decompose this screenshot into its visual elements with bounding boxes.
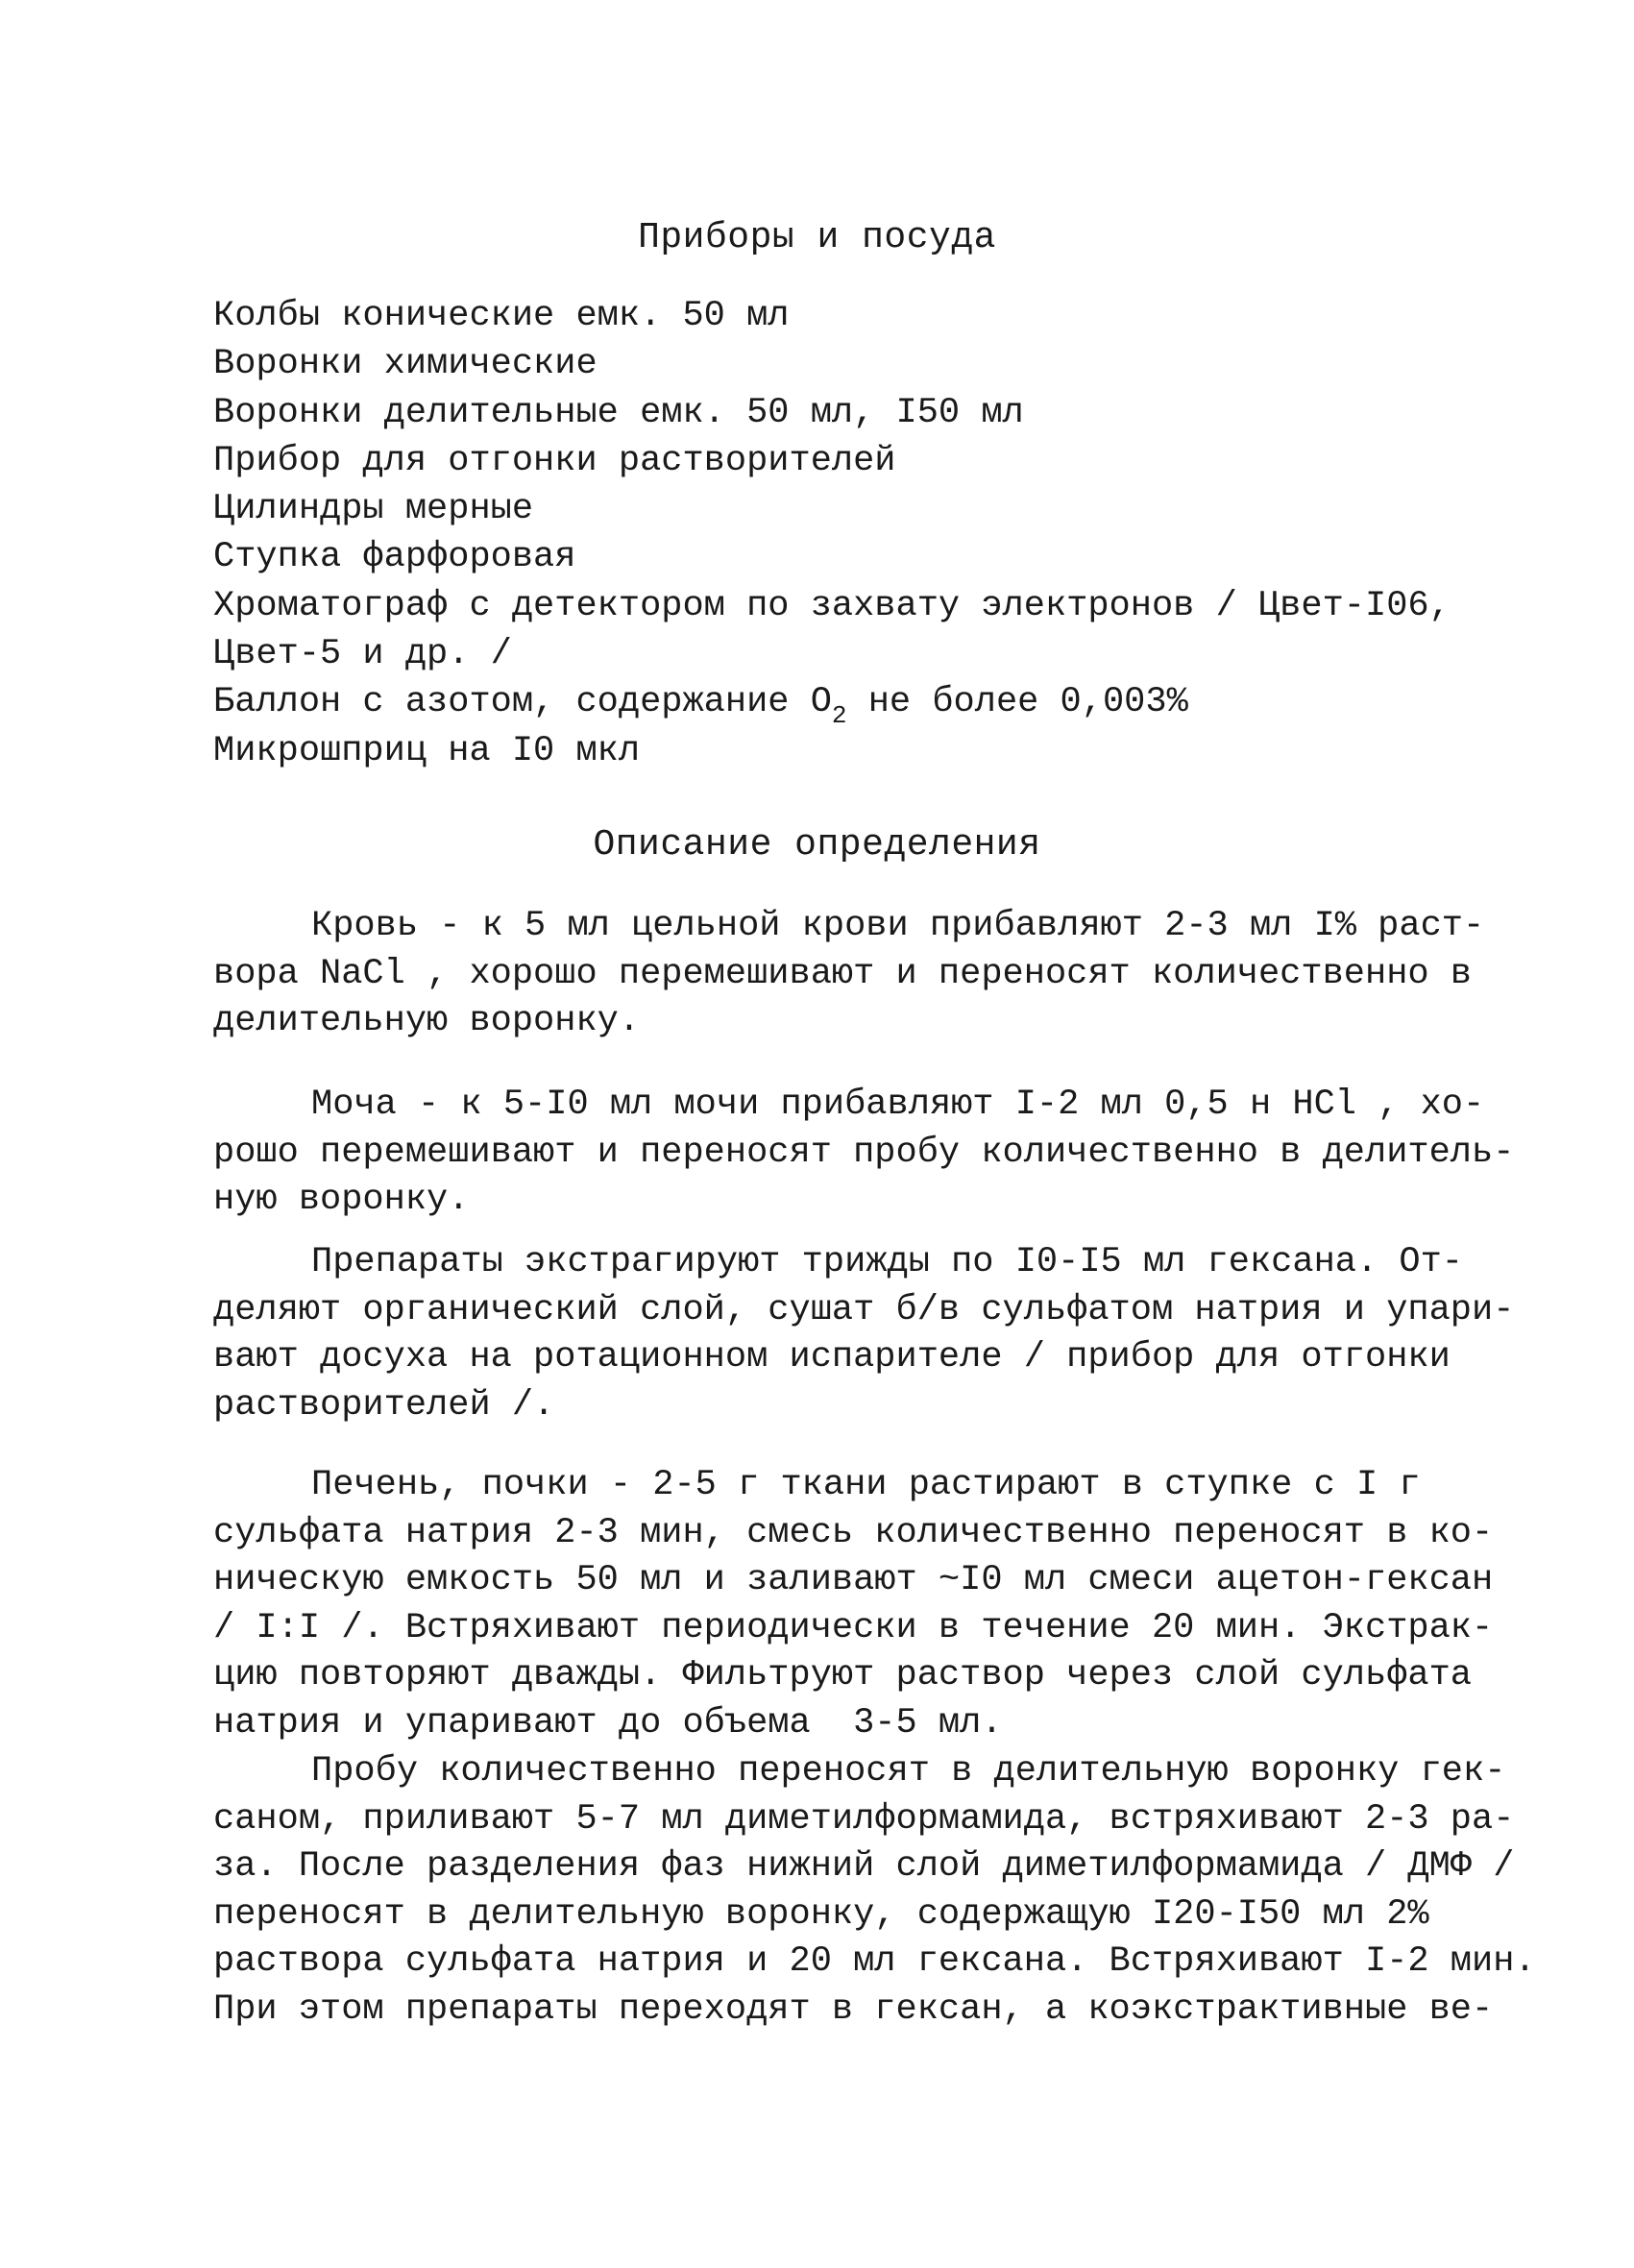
text-line: ническую емкость 50 мл и заливают ~I0 мл смеси ацетон-гексан xyxy=(213,1560,1494,1600)
list-item: Воронки делительные емк. 50 мл, I50 мл xyxy=(213,392,1024,433)
text-line: При этом препараты переходят в гексан, а коэкстрактивные ве- xyxy=(213,1988,1494,2030)
text-line: Кровь - к 5 мл цельной крови прибавляют 2-3 мл I% раст- xyxy=(311,906,1485,946)
text-line: саном, приливают 5-7 мл диметилформамида, встряхивают 2-3 ра- xyxy=(213,1798,1515,1840)
text-line: сульфата натрия 2-3 мин, смесь количественно переносят в ко- xyxy=(213,1512,1494,1553)
list-item: Воронки химические xyxy=(213,344,598,385)
text-line: делительную воронку. xyxy=(213,1001,641,1041)
text-line: Моча - к 5-I0 мл мочи прибавляют I-2 мл 0,5 н HCl , хо- xyxy=(311,1085,1485,1125)
list-item: Микрошприц на I0 мкл xyxy=(213,730,641,771)
equipment-list xyxy=(213,292,1462,775)
text-line: рошо перемешивают и переносят пробу количественно в делитель- xyxy=(213,1132,1515,1173)
list-item: Колбы конические емк. 50 мл xyxy=(213,296,790,336)
text-line: вора NaCl , хорошо перемешивают и переносят количественно в xyxy=(213,953,1473,994)
paragraph-liver xyxy=(213,1462,1494,1747)
text-line: Пробу количественно переносят в делительную воронку гек- xyxy=(311,1751,1506,1792)
list-item-nitrogen xyxy=(213,678,1462,731)
text-line: Препараты экстрагируют трижды по I0-I5 мл гексана. От- xyxy=(311,1242,1463,1282)
list-item: Прибор для отгонки растворителей xyxy=(213,440,896,481)
list-item: Цилиндры мерные xyxy=(213,489,534,530)
section-heading-instruments: Приборы и посуда xyxy=(638,217,996,258)
list-item: Ступка фарфоровая xyxy=(213,537,576,578)
text-line: раствора сульфата натрия и 20 мл гексана. Встряхивают I-2 мин. xyxy=(213,1941,1536,1982)
paragraph-transfer xyxy=(213,1748,1536,2034)
nitrogen-limit: не более 0,003% xyxy=(846,682,1188,723)
text-line: переносят в делительную воронку, содержащую I20-I50 мл 2% xyxy=(213,1893,1429,1935)
text-line: / I:I /. Встряхивают периодически в течение 20 мин. Экстрак- xyxy=(213,1607,1494,1648)
section-heading-procedure: Описание определения xyxy=(593,824,1041,866)
text-line: деляют органический слой, сушат б/в сульфатом натрия и упари- xyxy=(213,1289,1515,1330)
text-line: цию повторяют дважды. Фильтруют раствор через слой сульфата xyxy=(213,1655,1473,1695)
list-item: Цвет-5 и др. / xyxy=(213,634,512,675)
text-line: за. После разделения фаз нижний слой диметилформамида / ДМФ / xyxy=(213,1846,1515,1887)
paragraph-blood xyxy=(213,903,1485,1046)
oxygen-subscript: 2 xyxy=(831,701,847,731)
text-line: растворителей /. xyxy=(213,1384,555,1426)
text-line: вают досуха на ротационном испарителе / прибор для отгонки xyxy=(213,1337,1451,1378)
list-item: Хроматограф с детектором по захвату электронов / Цвет-I06, xyxy=(213,585,1451,626)
text-line: натрия и упаривают до объема 3-5 мл. xyxy=(213,1702,1003,1744)
nitrogen-text: Баллон с азотом, содержание O xyxy=(213,682,832,723)
paragraph-urine xyxy=(213,1082,1515,1225)
paragraph-extraction xyxy=(213,1239,1515,1429)
text-line: Печень, почки - 2-5 г ткани растирают в ступке с I г xyxy=(311,1465,1421,1505)
text-line: ную воронку. xyxy=(213,1180,470,1220)
